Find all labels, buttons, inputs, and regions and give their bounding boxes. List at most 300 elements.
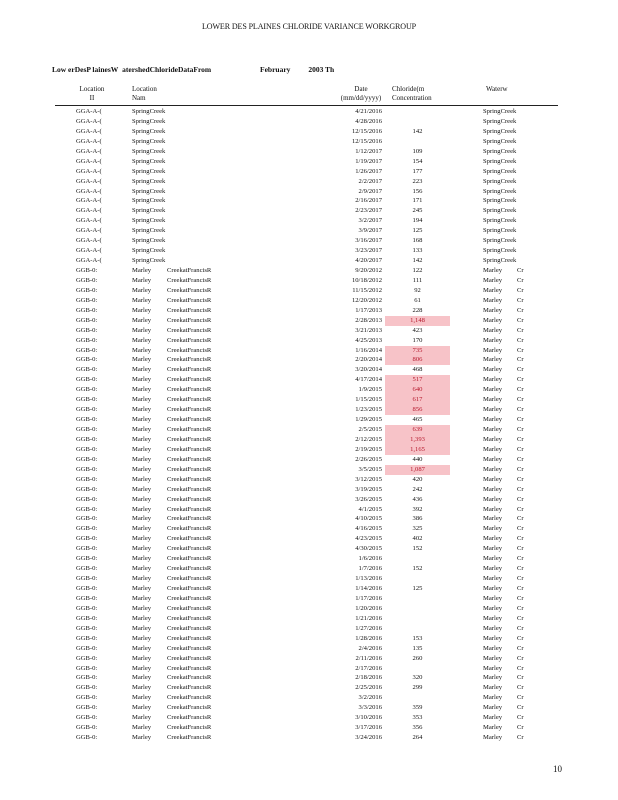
table-row [0, 147, 618, 157]
cell-waterway: Marley [483, 704, 503, 712]
cell-waterway-detail: Cr [517, 585, 524, 592]
cell-location-name: SpringCreek [132, 167, 166, 175]
cell-chloride: 386 [412, 515, 423, 523]
table-row [0, 654, 618, 664]
cell-location-name: SpringCreek [132, 197, 166, 205]
cell-waterway-detail: Cr [517, 465, 524, 473]
cell-location-name-detail: CreekatFrancisR [167, 455, 212, 463]
cell-location-name: Marley [132, 376, 152, 384]
header-chloride-line2: Concentration [392, 94, 432, 102]
table-row [0, 584, 618, 594]
cell-date: 2/25/2016 [355, 684, 382, 692]
cell-chloride: 228 [412, 306, 423, 314]
table-row [0, 693, 618, 703]
cell-location-name: Marley [132, 475, 152, 483]
cell-location-id: GGB-0: [76, 614, 98, 622]
table-row [0, 554, 618, 564]
cell-waterway: Marley [483, 614, 503, 622]
table-row [0, 226, 618, 236]
cell-location-name-detail: CreekatFrancisR [167, 316, 212, 324]
table-row [0, 346, 618, 356]
cell-chloride: 436 [412, 495, 423, 503]
cell-waterway: Marley [483, 376, 503, 384]
cell-chloride: 468 [412, 366, 423, 374]
cell-location-name-detail: CreekatFrancisR [167, 734, 212, 742]
cell-location-id: GGB-0: [76, 555, 98, 563]
cell-chloride: 133 [412, 247, 423, 255]
cell-chloride: 153 [412, 634, 423, 642]
cell-date: 3/5/2015 [358, 465, 382, 473]
cell-date: 3/26/2015 [355, 495, 382, 503]
cell-location-name: Marley [132, 724, 152, 732]
header-chloride-line1: Chloride(m [392, 85, 425, 93]
cell-location-id: GGB-0: [76, 704, 98, 712]
table-row [0, 316, 618, 326]
cell-location-name: Marley [132, 565, 152, 573]
table-row [0, 137, 618, 147]
table-row [0, 355, 618, 365]
cell-chloride: 392 [412, 505, 423, 513]
cell-location-id: GGA-A-( [76, 157, 102, 165]
table-row [0, 415, 618, 425]
cell-chloride: 170 [412, 336, 423, 344]
table-row [0, 673, 618, 683]
cell-location-name: Marley [132, 714, 152, 722]
cell-date: 3/23/2017 [355, 247, 382, 255]
cell-waterway-detail: Cr [517, 624, 524, 632]
cell-chloride: 1,165 [385, 445, 450, 455]
cell-date: 4/10/2015 [355, 515, 382, 523]
cell-location-name: Marley [132, 326, 152, 334]
cell-location-name: Marley [132, 445, 152, 453]
table-row [0, 336, 618, 346]
table-row [0, 465, 618, 475]
cell-chloride: 154 [412, 157, 423, 165]
cell-waterway-detail: Cr [517, 366, 524, 374]
cell-waterway-detail: Cr [517, 296, 524, 304]
cell-chloride: 517 [385, 375, 450, 385]
header-date [336, 85, 386, 103]
cell-waterway: Marley [483, 306, 503, 314]
cell-location-id: GGB-0: [76, 485, 98, 493]
cell-location-id: GGB-0: [76, 465, 98, 473]
cell-location-name-detail: CreekatFrancisR [167, 614, 212, 622]
cell-waterway: Marley [483, 296, 503, 304]
cell-location-id: GGB-0: [76, 386, 98, 394]
cell-date: 4/28/2016 [355, 117, 382, 125]
cell-location-name-detail: CreekatFrancisR [167, 276, 212, 284]
cell-waterway: Marley [483, 694, 503, 702]
cell-chloride: 1,393 [385, 435, 450, 445]
cell-chloride: 135 [412, 644, 423, 652]
cell-waterway: SpringCreek [483, 108, 517, 115]
table-row [0, 157, 618, 167]
cell-location-name-detail: CreekatFrancisR [167, 594, 212, 602]
cell-location-name-detail: CreekatFrancisR [167, 684, 212, 692]
cell-location-id: GGB-0: [76, 714, 98, 722]
subtitle-year: 2003 Th [308, 65, 335, 74]
cell-date: 3/20/2014 [355, 366, 382, 374]
cell-waterway: SpringCreek [483, 117, 517, 125]
cell-location-id: GGB-0: [76, 585, 98, 592]
cell-date: 1/6/2016 [358, 555, 382, 563]
table-row [0, 246, 618, 256]
cell-location-name: SpringCreek [132, 187, 166, 195]
cell-location-name: Marley [132, 644, 152, 652]
table-row [0, 664, 618, 674]
cell-waterway: Marley [483, 585, 503, 592]
table-row [0, 574, 618, 584]
cell-location-id: GGB-0: [76, 515, 98, 523]
table-row [0, 594, 618, 604]
cell-location-name-detail: CreekatFrancisR [167, 267, 212, 274]
cell-location-id: GGA-A-( [76, 117, 102, 125]
cell-location-id: GGB-0: [76, 366, 98, 374]
table-row [0, 306, 618, 316]
cell-waterway: Marley [483, 594, 503, 602]
cell-location-id: GGB-0: [76, 565, 98, 573]
cell-chloride: 122 [412, 267, 423, 274]
header-date-line1: Date [354, 85, 368, 93]
cell-date: 1/16/2014 [355, 346, 382, 354]
cell-location-name: SpringCreek [132, 237, 166, 245]
cell-location-name-detail: CreekatFrancisR [167, 435, 212, 443]
cell-chloride: 402 [412, 535, 423, 543]
cell-location-name: Marley [132, 634, 152, 642]
page-number: 10 [553, 764, 562, 774]
cell-waterway: Marley [483, 426, 503, 433]
cell-waterway: SpringCreek [483, 147, 517, 155]
cell-location-name-detail: CreekatFrancisR [167, 624, 212, 632]
table-row [0, 127, 618, 137]
cell-date: 1/26/2017 [355, 167, 382, 175]
cell-location-name: SpringCreek [132, 137, 166, 145]
cell-location-name: Marley [132, 654, 152, 662]
cell-waterway: Marley [483, 336, 503, 344]
table-row [0, 485, 618, 495]
cell-location-id: GGB-0: [76, 316, 98, 324]
cell-location-id: GGB-0: [76, 684, 98, 692]
cell-waterway: Marley [483, 684, 503, 692]
cell-location-name: Marley [132, 535, 152, 543]
cell-location-id: GGB-0: [76, 674, 98, 682]
cell-chloride: 171 [412, 197, 423, 205]
table-row [0, 564, 618, 574]
cell-chloride: 325 [412, 525, 423, 533]
cell-location-name: Marley [132, 555, 152, 563]
cell-location-id: GGA-A-( [76, 207, 102, 215]
cell-waterway: SpringCreek [483, 217, 517, 225]
cell-location-name-detail: CreekatFrancisR [167, 465, 212, 473]
cell-location-id: GGB-0: [76, 426, 98, 433]
cell-waterway-detail: Cr [517, 684, 524, 692]
cell-waterway: SpringCreek [483, 187, 517, 195]
cell-chloride: 152 [412, 545, 423, 553]
cell-date: 3/16/2017 [355, 237, 382, 245]
cell-waterway-detail: Cr [517, 674, 524, 682]
cell-chloride: 109 [412, 147, 423, 155]
header-location-name [132, 85, 157, 103]
cell-location-id: GGA-A-( [76, 147, 102, 155]
cell-location-name: Marley [132, 386, 152, 394]
table-row [0, 107, 618, 117]
cell-chloride: 320 [412, 674, 423, 682]
cell-date: 1/27/2016 [355, 624, 382, 632]
cell-waterway-detail: Cr [517, 614, 524, 622]
cell-location-id: GGB-0: [76, 654, 98, 662]
cell-waterway-detail: Cr [517, 435, 524, 443]
cell-date: 2/26/2015 [355, 455, 382, 463]
cell-waterway-detail: Cr [517, 267, 524, 274]
cell-location-name-detail: CreekatFrancisR [167, 634, 212, 642]
cell-date: 12/15/2016 [351, 127, 382, 135]
table-row [0, 385, 618, 395]
header-rule [55, 105, 558, 106]
cell-waterway: SpringCreek [483, 197, 517, 205]
cell-date: 2/23/2017 [355, 207, 382, 215]
cell-chloride: 1,087 [385, 465, 450, 475]
cell-location-name: Marley [132, 276, 152, 284]
cell-location-id: GGB-0: [76, 495, 98, 503]
table-row [0, 117, 618, 127]
cell-location-id: GGA-A-( [76, 237, 102, 245]
cell-location-name-detail: CreekatFrancisR [167, 575, 212, 583]
cell-waterway-detail: Cr [517, 525, 524, 533]
table-row [0, 375, 618, 385]
cell-location-name-detail: CreekatFrancisR [167, 674, 212, 682]
cell-date: 1/13/2016 [355, 575, 382, 583]
cell-location-name: SpringCreek [132, 207, 166, 215]
cell-waterway-detail: Cr [517, 734, 524, 742]
cell-date: 1/20/2016 [355, 604, 382, 612]
cell-location-id: GGB-0: [76, 276, 98, 284]
cell-date: 2/4/2016 [358, 644, 382, 652]
cell-location-id: GGB-0: [76, 734, 98, 742]
cell-waterway-detail: Cr [517, 386, 524, 394]
cell-chloride: 125 [412, 585, 423, 592]
cell-date: 2/19/2015 [355, 445, 382, 453]
cell-waterway: Marley [483, 674, 503, 682]
cell-location-id: GGA-A-( [76, 187, 102, 195]
table-row [0, 196, 618, 206]
cell-waterway-detail: Cr [517, 604, 524, 612]
cell-location-name-detail: CreekatFrancisR [167, 515, 212, 523]
cell-location-id: GGB-0: [76, 634, 98, 642]
cell-location-id: GGB-0: [76, 336, 98, 344]
table-row [0, 286, 618, 296]
cell-waterway-detail: Cr [517, 495, 524, 503]
cell-location-name: Marley [132, 495, 152, 503]
table-row [0, 216, 618, 226]
cell-date: 2/16/2017 [355, 197, 382, 205]
cell-waterway: SpringCreek [483, 207, 517, 215]
cell-location-id: GGB-0: [76, 445, 98, 453]
cell-location-name-detail: CreekatFrancisR [167, 545, 212, 553]
cell-location-name-detail: CreekatFrancisR [167, 376, 212, 384]
cell-location-name-detail: CreekatFrancisR [167, 286, 212, 294]
cell-waterway: Marley [483, 386, 503, 394]
cell-waterway: Marley [483, 465, 503, 473]
cell-location-id: GGB-0: [76, 406, 98, 414]
cell-waterway: Marley [483, 435, 503, 443]
cell-location-name-detail: CreekatFrancisR [167, 495, 212, 503]
cell-date: 1/14/2016 [355, 585, 382, 592]
cell-location-name: Marley [132, 604, 152, 612]
table-row [0, 614, 618, 624]
cell-waterway: SpringCreek [483, 177, 517, 185]
cell-waterway: Marley [483, 734, 503, 742]
header-location-id [76, 85, 108, 103]
subtitle-left: Low erDesP lainesW [52, 65, 119, 74]
header-location-id-line2: II [89, 94, 95, 102]
cell-chloride: 61 [414, 296, 421, 304]
cell-date: 3/24/2016 [355, 734, 382, 742]
cell-location-name-detail: CreekatFrancisR [167, 396, 212, 404]
cell-chloride: 1,148 [385, 316, 450, 326]
cell-location-name: Marley [132, 624, 152, 632]
cell-chloride: 260 [412, 654, 423, 662]
cell-waterway-detail: Cr [517, 316, 524, 324]
cell-date: 3/10/2016 [355, 714, 382, 722]
cell-waterway-detail: Cr [517, 545, 524, 553]
cell-location-id: GGB-0: [76, 724, 98, 732]
cell-waterway: Marley [483, 575, 503, 583]
header-waterway [486, 85, 508, 94]
subtitle-month: February [260, 65, 291, 74]
cell-waterway: Marley [483, 535, 503, 543]
cell-date: 1/23/2015 [355, 406, 382, 414]
cell-date: 2/11/2016 [355, 654, 382, 662]
table-row [0, 604, 618, 614]
cell-date: 12/20/2012 [351, 296, 382, 304]
cell-location-name: Marley [132, 416, 152, 424]
cell-waterway: Marley [483, 346, 503, 354]
cell-location-id: GGB-0: [76, 604, 98, 612]
cell-waterway-detail: Cr [517, 505, 524, 513]
cell-waterway-detail: Cr [517, 515, 524, 523]
cell-chloride: 640 [385, 385, 450, 395]
cell-waterway: Marley [483, 714, 503, 722]
cell-waterway: Marley [483, 396, 503, 404]
cell-location-id: GGB-0: [76, 664, 98, 672]
cell-location-id: GGB-0: [76, 346, 98, 354]
cell-location-name: Marley [132, 455, 152, 463]
cell-chloride: 856 [385, 405, 450, 415]
cell-chloride: 156 [412, 187, 423, 195]
cell-date: 12/15/2016 [351, 137, 382, 145]
cell-waterway: Marley [483, 505, 503, 513]
cell-location-name: Marley [132, 614, 152, 622]
cell-location-name-detail: CreekatFrancisR [167, 724, 212, 732]
cell-waterway: Marley [483, 267, 503, 274]
cell-waterway: Marley [483, 286, 503, 294]
table-row [0, 634, 618, 644]
cell-date: 4/20/2017 [355, 257, 382, 265]
cell-location-name: Marley [132, 525, 152, 533]
cell-chloride: 223 [412, 177, 423, 185]
cell-location-name: Marley [132, 594, 152, 602]
cell-location-id: GGB-0: [76, 296, 98, 304]
cell-waterway: Marley [483, 416, 503, 424]
cell-location-name: Marley [132, 406, 152, 414]
cell-location-id: GGB-0: [76, 624, 98, 632]
cell-location-name: SpringCreek [132, 217, 166, 225]
cell-chloride: 194 [412, 217, 423, 225]
cell-date: 1/7/2016 [358, 565, 382, 573]
cell-location-name: Marley [132, 664, 152, 672]
cell-location-name: Marley [132, 704, 152, 712]
cell-location-id: GGB-0: [76, 396, 98, 404]
cell-waterway: Marley [483, 634, 503, 642]
cell-location-id: GGB-0: [76, 594, 98, 602]
cell-waterway: Marley [483, 604, 503, 612]
cell-waterway-detail: Cr [517, 276, 524, 284]
cell-chloride: 142 [412, 257, 423, 265]
table-row [0, 167, 618, 177]
cell-location-name-detail: CreekatFrancisR [167, 505, 212, 513]
cell-date: 1/19/2017 [355, 157, 382, 165]
table-row [0, 505, 618, 515]
cell-chloride: 359 [412, 704, 423, 712]
cell-date: 2/17/2016 [355, 664, 382, 672]
cell-waterway-detail: Cr [517, 426, 524, 433]
cell-location-name-detail: CreekatFrancisR [167, 654, 212, 662]
cell-waterway-detail: Cr [517, 644, 524, 652]
cell-location-id: GGB-0: [76, 475, 98, 483]
table-row [0, 723, 618, 733]
table-row [0, 206, 618, 216]
cell-chloride: 356 [412, 724, 423, 732]
cell-location-id: GGB-0: [76, 286, 98, 294]
cell-location-name-detail: CreekatFrancisR [167, 485, 212, 493]
table-row [0, 455, 618, 465]
cell-location-name-detail: CreekatFrancisR [167, 386, 212, 394]
cell-location-id: GGB-0: [76, 435, 98, 443]
cell-waterway-detail: Cr [517, 714, 524, 722]
cell-waterway: Marley [483, 366, 503, 374]
cell-location-id: GGA-A-( [76, 227, 102, 235]
cell-location-id: GGB-0: [76, 525, 98, 533]
table-row [0, 475, 618, 485]
cell-date: 3/19/2015 [355, 485, 382, 493]
cell-waterway-detail: Cr [517, 664, 524, 672]
cell-waterway: SpringCreek [483, 247, 517, 255]
cell-location-name: Marley [132, 396, 152, 404]
document-subtitle [52, 65, 334, 74]
cell-date: 1/28/2016 [355, 634, 382, 642]
cell-waterway: Marley [483, 326, 503, 334]
cell-location-name: Marley [132, 465, 152, 473]
subtitle-mid: atershedChlorideDataFrom [122, 65, 212, 74]
cell-date: 9/20/2012 [355, 267, 382, 274]
cell-waterway: Marley [483, 406, 503, 414]
cell-waterway-detail: Cr [517, 555, 524, 563]
cell-location-name-detail: CreekatFrancisR [167, 694, 212, 702]
cell-location-name: SpringCreek [132, 117, 166, 125]
cell-location-name-detail: CreekatFrancisR [167, 704, 212, 712]
cell-location-name: Marley [132, 426, 152, 433]
cell-chloride: 92 [414, 286, 421, 294]
cell-chloride: 806 [385, 355, 450, 365]
cell-location-id: GGB-0: [76, 416, 98, 424]
cell-waterway: SpringCreek [483, 237, 517, 245]
table-row [0, 435, 618, 445]
cell-waterway-detail: Cr [517, 376, 524, 384]
cell-location-name-detail: CreekatFrancisR [167, 555, 212, 563]
cell-location-id: GGB-0: [76, 545, 98, 553]
cell-date: 4/30/2015 [355, 545, 382, 553]
cell-date: 1/21/2016 [355, 614, 382, 622]
